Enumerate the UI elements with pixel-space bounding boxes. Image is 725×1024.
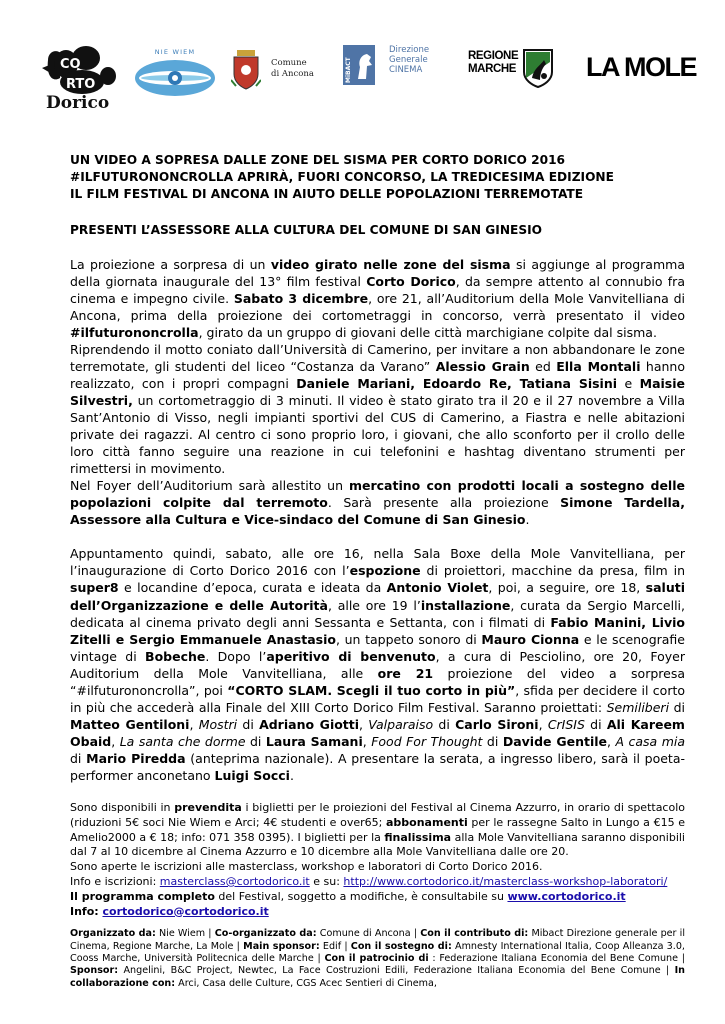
spacer — [70, 784, 685, 801]
paragraph-students: Riprendendo il motto coniato dall’Università di Camerino, per invitare a non abbandonare le zone terremotate, gli studenti del liceo “Costanza da Varano” Alessio Grain ed Ella Montali hanno realizzato, con i propri compagni Daniele Mariani, Edoardo Re, Tatiana Sisini e Maisie Silvestri, un cortometraggio di 3 minuti. Il video è stato girato tra il 20 e il 27 novembre a Villa Sant’Antonio di Visso, negli impianti sportivi del CUS di Camerino, a Fiastra e nelle abitazioni private dei ragazzi. Al centro ci sono proprio loro, i giovani, che allo sconforto per il crollo delle loro città fanno seguire una reazione in cui telefonini e hashtag diventano strumenti per rimettersi in movimento. — [70, 341, 685, 477]
headline — [70, 152, 685, 204]
headline-line2: #ILFUTURONONCROLLA APRIRÀ, FUORI CONCORSO, LA TREDICESIMA EDIZIONE — [70, 170, 614, 185]
horse-icon — [355, 51, 374, 81]
corto-dorico-logo — [38, 38, 120, 110]
paragraph-intro: La proiezione a sorpresa di un video girato nelle zone del sisma si aggiunge al programma della giornata inaugurale del 13° film festival Corto Dorico, da sempre attento al connubio fra cinema e impegno civile. Sabato 3 dicembre, ore 21, all’Auditorium della Mole Vanvitelliana di Ancona, prima della proiezione dei cortometraggi in concorso, verrà presentato il video #ilfuturononcrolla, girato da un gruppo di giovani delle città marchigiane colpite dal sisma. — [70, 256, 686, 340]
regione-marche-logo — [468, 48, 558, 90]
paragraph-tickets: Sono disponibili in prevendita i biglietti per le proiezioni del Festival al Cinema Azzurro, in orario di spettacolo (riduzioni 5€ soci Nie Wiem e Arci; 4€ studenti e over65; abbonamenti per le rassegne Salto in Lungo a €15 e Amelio2000 a € 18; info: 071 358 0395). I biglietti per la finalissima alla Mole Vanvitelliana saranno disponibili dal 7 al 10 dicembre al Cinema Azzurro e 10 dicembre alla Mole Vanvitelliana dalle ore 20. — [70, 801, 685, 859]
regione-text — [468, 50, 518, 76]
comune-line1: Comune — [271, 58, 307, 68]
comune-ancona-text — [271, 58, 314, 80]
subheadline: PRESENTI L’ASSESSORE ALLA CULTURA DEL COMUNE DI SAN GINESIO — [70, 222, 543, 237]
mibact-badge — [343, 45, 375, 85]
website-link[interactable]: www.cortodorico.it — [507, 889, 626, 903]
masterclass-email-link[interactable]: masterclass@cortodorico.it — [159, 875, 310, 888]
corto-dorico-logo-image — [38, 38, 120, 110]
paragraph-masterclass: Sono aperte le iscrizioni alle masterclass, workshop e laboratori di Corto Dorico 2016. Info e iscrizioni: masterclass@cortodorico.it e su: http://www.cortodorico.it/masterclass-workshop-laboratori/ Il programma completo del Festival, soggetto a modifiche, è consultabile su www.cortodorico.it Info: cortodorico@cortodorico.it — [70, 860, 668, 918]
press-release-body — [70, 152, 685, 990]
paragraph-foyer: Nel Foyer dell’Auditorium sarà allestito un mercatino con prodotti locali a sostegno delle popolazioni colpite dal terremoto. Sarà presente alla proiezione Simone Tardella, Assessore alla Cultura e Vice-sindaco del Comune di San Ginesio. — [70, 478, 685, 528]
corto-logo-dorico: Dorico — [46, 93, 110, 110]
comune-ancona-logo — [231, 48, 321, 92]
mibact-cinema-logo — [343, 45, 453, 97]
nie-wiem-name: NIE WIEM — [154, 48, 196, 56]
sponsor-logo-strip — [0, 0, 725, 120]
corto-logo-rto: RTO — [66, 77, 96, 92]
info-email-link[interactable]: cortodorico@cortodorico.it — [102, 904, 269, 918]
spacer — [70, 239, 685, 256]
regione-line2: MARCHE — [468, 63, 517, 75]
corto-logo-co: CO — [60, 57, 81, 72]
mibact-vertical-text: MiBACT — [345, 57, 352, 83]
mibact-text — [389, 45, 429, 75]
masterclass-intro: Sono aperte le iscrizioni alle masterclass, workshop e laboratori di Corto Dorico 2016. — [70, 860, 543, 874]
mibact-line2: Generale — [389, 55, 428, 65]
spacer — [70, 528, 685, 545]
regione-line1: REGIONE — [468, 50, 519, 62]
eye-icon — [134, 58, 216, 98]
mibact-line3: CINEMA — [389, 65, 423, 75]
credits-footer: Organizzato da: Nie Wiem | Co-organizzato da: Comune di Ancona | Con il contributo di: Mibact Direzione generale per il Cinema, Regione Marche, La Mole | Main sponsor: Edif | Con il sostegno di: Amnesty International Italia, Coop Alleanza 3.0, Cooss Marche, Università Politecnica delle Marche | Con il patrocinio di : Federazione Italiana Economia del Bene Comune | Sponsor: Angelini, B&C Project, Newtec, La Face Costruzioni Edili, Federazione Italiana Economia del Bene Comune | In collaborazione con: Arci, Casa delle Culture, CGS Acec Sentieri di Cinema, — [70, 928, 686, 989]
headline-line3: IL FILM FESTIVAL DI ANCONA IN AIUTO DELLE POPOLAZIONI TERREMOTATE — [70, 187, 584, 202]
coat-of-arms-icon — [231, 50, 261, 90]
paragraph-programme: Appuntamento quindi, sabato, alle ore 16, nella Sala Boxe della Mole Vanvitelliana, per l’inaugurazione di Corto Dorico 2016 con l’espozione di proiettori, macchine da presa, film in super8 e locandine d’epoca, curata e ideata da Antonio Violet, poi, a seguire, ore 18, saluti dell’Organizzazione e delle Autorità, alle ore 19 l’installazione, curata da Sergio Marcelli, dedicata al cinema privato degli anni Sessanta e Settanta, con i filmati di Fabio Manini, Livio Zitelli e Sergio Emmanuele Anastasio, un tappeto sonoro di Mauro Cionna e le scenografie vintage di Bobeche. Dopo l’aperitivo di benvenuto, a cura di Pesciolino, ore 20, Foyer Auditorium della Mole Vanvitelliana, alle ore 21 proiezione del video a sorpresa “#ilfuturononcrolla”, poi “CORTO SLAM. Scegli il tuo corto in più”, sfida per decidere il corto in più che accederà alla Finale del XIII Corto Dorico Film Festival. Saranno proiettati: Semiliberi di Matteo Gentiloni, Mostri di Adriano Giotti, Valparaiso di Carlo Sironi, CrISIS di Ali Kareem Obaid, La santa che dorme di Laura Samani, Food For Thought di Davide Gentile, A casa mia di Mario Piredda (anteprima nazionale). A presentare la serata, a ingresso libero, sarà il poeta-performer anconetano Luigi Socci. — [70, 546, 686, 783]
nie-wiem-logo — [134, 48, 216, 98]
la-mole-logo: LA MOLE — [586, 52, 696, 82]
mibact-line1: Direzione — [389, 45, 430, 55]
masterclass-url-link[interactable]: http://www.cortodorico.it/masterclass-workshop-laboratori/ — [343, 875, 668, 888]
comune-line2: di Ancona — [271, 69, 314, 79]
headline-line1: UN VIDEO A SOPRESA DALLE ZONE DEL SISMA PER CORTO DORICO 2016 — [70, 153, 566, 167]
spacer — [70, 919, 685, 928]
regione-shield-icon — [522, 48, 554, 88]
